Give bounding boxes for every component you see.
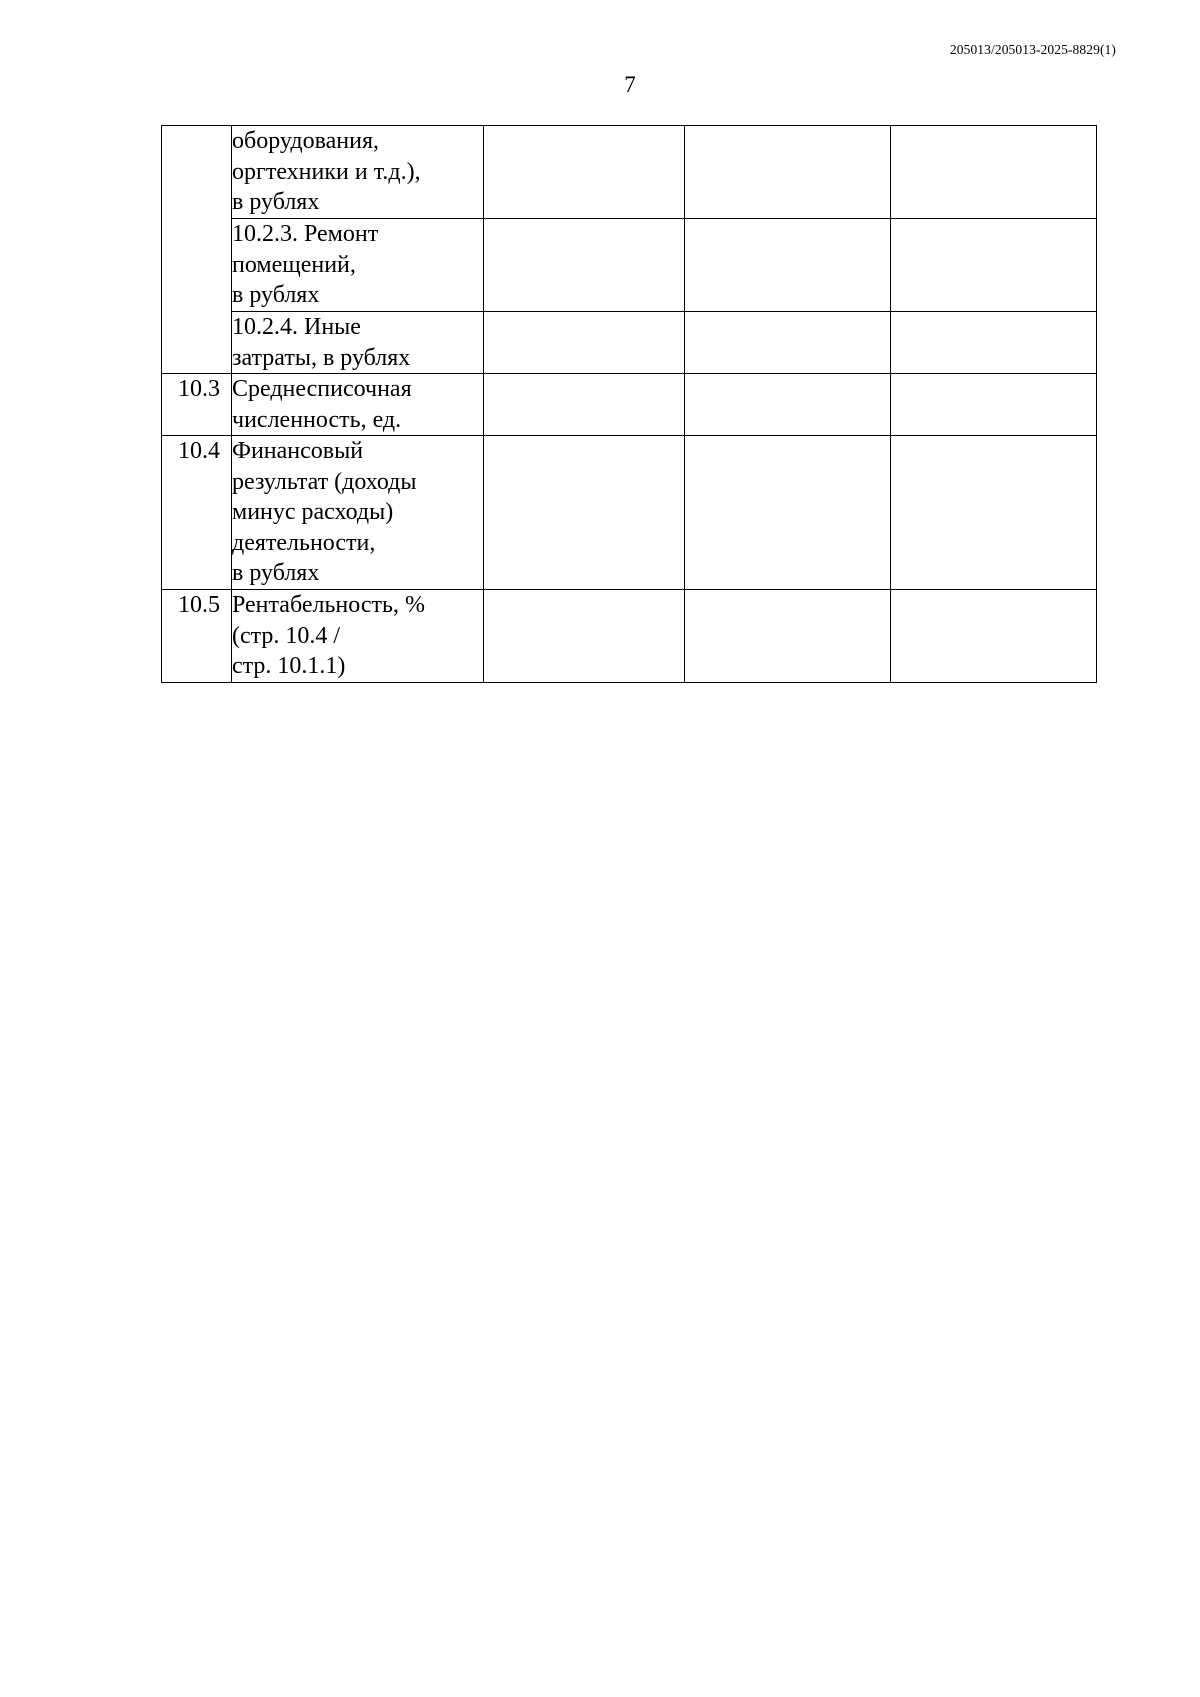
row-number-cell: 10.5 bbox=[162, 590, 232, 683]
page-number: 7 bbox=[624, 72, 636, 97]
table-row bbox=[162, 590, 1097, 683]
value-cell bbox=[685, 374, 891, 436]
value-cell bbox=[484, 219, 685, 312]
value-cell bbox=[685, 590, 891, 683]
value-cell bbox=[891, 374, 1097, 436]
row-description-cell: оборудования, оргтехники и т.д.), в рублях bbox=[232, 126, 484, 219]
table-row bbox=[162, 374, 1097, 436]
value-cell bbox=[484, 590, 685, 683]
value-cell bbox=[891, 219, 1097, 312]
value-cell bbox=[685, 436, 891, 590]
value-cell bbox=[685, 126, 891, 219]
value-cell bbox=[891, 590, 1097, 683]
row-number-cell bbox=[162, 219, 232, 312]
value-cell bbox=[685, 219, 891, 312]
table-row bbox=[162, 436, 1097, 590]
value-cell bbox=[891, 126, 1097, 219]
report-table bbox=[161, 125, 1097, 683]
value-cell bbox=[891, 312, 1097, 374]
row-number-cell: 10.4 bbox=[162, 436, 232, 590]
row-description-cell: Рентабельность, % (стр. 10.4 / стр. 10.1.1) bbox=[232, 590, 484, 683]
value-cell bbox=[685, 312, 891, 374]
value-cell bbox=[891, 436, 1097, 590]
value-cell bbox=[484, 126, 685, 219]
value-cell bbox=[484, 374, 685, 436]
table-row bbox=[162, 219, 1097, 312]
row-number-cell: 10.3 bbox=[162, 374, 232, 436]
row-number-cell bbox=[162, 126, 232, 219]
row-description-cell: Среднесписочная численность, ед. bbox=[232, 374, 484, 436]
row-number-cell bbox=[162, 312, 232, 374]
value-cell bbox=[484, 312, 685, 374]
table-row bbox=[162, 312, 1097, 374]
row-description-cell: Финансовый результат (доходы минус расходы) деятельности, в рублях bbox=[232, 436, 484, 590]
table-row bbox=[162, 126, 1097, 219]
row-description-cell: 10.2.4. Иные затраты, в рублях bbox=[232, 312, 484, 374]
document-code: 205013/205013-2025-8829(1) bbox=[949, 42, 1116, 57]
value-cell bbox=[484, 436, 685, 590]
row-description-cell: 10.2.3. Ремонт помещений, в рублях bbox=[232, 219, 484, 312]
